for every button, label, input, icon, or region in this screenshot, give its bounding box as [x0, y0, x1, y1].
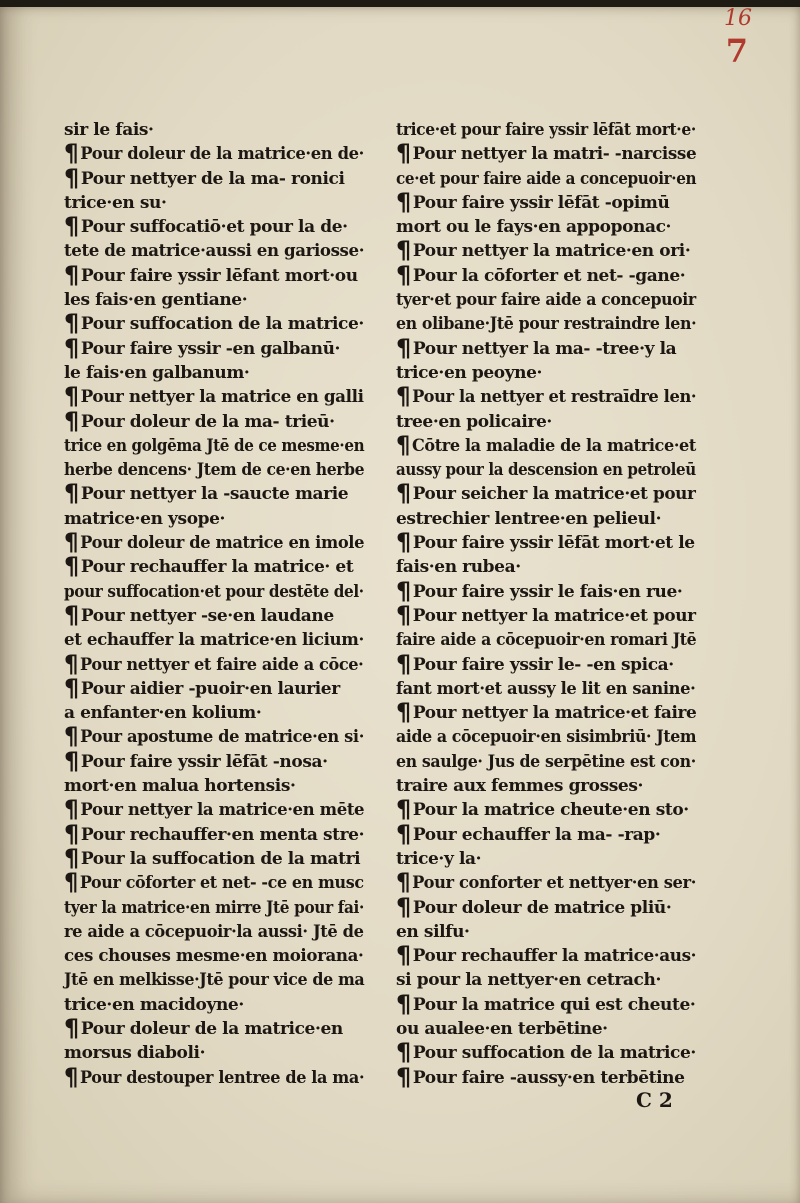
left-column-text-line: ¶ Pour la suffocation de la matri [64, 843, 361, 872]
right-column-text-line: ¶ Pour nettyer la matri- -narcisse [396, 139, 697, 168]
left-column-text-line: ¶ Pour destouper lentree de la ma· [64, 1062, 365, 1091]
left-column-text-line: trice·en macidoyne· [64, 994, 244, 1015]
right-column-text-line: ¶ Cōtre la maladie de la matrice·et [396, 430, 696, 459]
paragraph-mark-icon: ¶ [396, 430, 411, 459]
right-column-text-line: fant mort·et aussy le lit en sanine· [396, 678, 696, 699]
paragraph-mark-icon: ¶ [396, 382, 411, 411]
right-column-text-line: ¶ Pour faire -aussy·en terbētine [396, 1062, 685, 1091]
left-column-text-line: et echauffer la matrice·en licium· [64, 630, 364, 651]
right-column-text-line: aussy pour la descension en petroleū [396, 460, 696, 481]
left-column-text-line: ¶ Pour cōforter et net- -ce en musc [64, 868, 364, 897]
right-column-text-line: ¶ Pour faire yssir lēfāt mort·et le [396, 528, 695, 557]
paragraph-mark-icon: ¶ [396, 139, 411, 168]
paragraph-mark-icon: ¶ [396, 868, 411, 897]
right-column-text-line: ¶ Pour faire yssir lēfāt -opimū [396, 187, 670, 216]
paragraph-mark-icon: ¶ [396, 187, 411, 216]
paragraph-mark-icon: ¶ [64, 746, 79, 775]
left-column-text-line: mort·en malua hortensis· [64, 776, 296, 797]
left-column-text-line: ¶ Pour rechauffer la matrice· et [64, 552, 354, 581]
left-column-text-line: le fais·en galbanum· [64, 362, 250, 383]
left-column-text-line: trice en golgēma Jtē de ce mesme·en [64, 435, 365, 456]
paragraph-mark-icon: ¶ [396, 649, 411, 678]
paragraph-mark-icon: ¶ [396, 941, 411, 970]
paragraph-mark-icon: ¶ [64, 163, 79, 192]
left-column-text-line: morsus diaboli· [64, 1043, 206, 1064]
paragraph-mark-icon: ¶ [64, 260, 79, 289]
left-column-text-line: ces chouses mesme·en moiorana· [64, 946, 364, 967]
paragraph-mark-icon: ¶ [64, 649, 79, 678]
left-column-text-line: ¶ Pour nettyer et faire aide a cōce· [64, 649, 364, 678]
left-column-text-line: a enfanter·en kolium· [64, 703, 262, 724]
right-column-text-line: mort ou le fays·en appoponac· [396, 217, 672, 238]
left-column-text-line: les fais·en gentiane· [64, 290, 248, 311]
right-column-text-line: ¶ Pour la nettyer et restraīdre len· [396, 382, 697, 411]
right-column-text-line: ¶ Pour nettyer la ma- -tree·y la [396, 333, 677, 362]
left-column-text-line: ¶ Pour suffocatiō·et pour la de· [64, 212, 348, 241]
right-column-text-line: ¶ Pour echauffer la ma- -rap· [396, 819, 661, 848]
left-column-text-line: ¶ Pour doleur de la matrice·en [64, 1013, 343, 1042]
paragraph-mark-icon: ¶ [64, 309, 79, 338]
left-column-text-line: ¶ Pour faire yssir -en galbanū· [64, 333, 341, 362]
left-column-text-line: ¶ Pour apostume de matrice·en si· [64, 722, 364, 751]
left-column-text-line: ¶ Pour faire yssir lēfant mort·ou [64, 260, 358, 289]
right-column-text-line: si pour la nettyer·en cetrach· [396, 970, 661, 991]
left-column-text-line: ¶ Pour doleur de la matrice·en de· [64, 139, 364, 168]
right-column-text-line: ou aualee·en terbētine· [396, 1018, 608, 1039]
left-column-text-line: ¶ Pour nettyer -se·en laudane [64, 600, 334, 629]
paragraph-mark-icon: ¶ [64, 212, 79, 241]
paragraph-mark-icon: ¶ [64, 1062, 79, 1091]
left-column-text-line: ¶ Pour doleur de la ma- trieū· [64, 406, 335, 435]
left-column-text-line: ¶ Pour doleur de matrice en imole [64, 528, 365, 557]
right-column-text-line: ce·et pour faire aide a concepuoir·en [396, 168, 697, 189]
right-column-text-line: tree·en policaire· [396, 411, 552, 432]
right-column-text-line: ¶ Pour la cōforter et net- -gane· [396, 260, 686, 289]
right-column-text-line: trice·et pour faire yssir lēfāt mort·e· [396, 120, 696, 140]
paragraph-mark-icon: ¶ [64, 139, 79, 168]
right-column-text-line: traire aux femmes grosses· [396, 776, 644, 797]
left-column-text-line: ¶ Pour nettyer la matrice·en mēte [64, 795, 365, 824]
paragraph-mark-icon: ¶ [64, 722, 79, 751]
right-column-text-line: tyer·et pour faire aide a concepuoir [396, 290, 696, 311]
paragraph-mark-icon: ¶ [64, 382, 79, 411]
printer-signature-mark: C 2 [636, 1088, 673, 1112]
paragraph-mark-icon: ¶ [64, 868, 78, 897]
right-column-text-line: estrechier lentree·en pelieul· [396, 508, 662, 529]
right-column-text-line: ¶ Pour conforter et nettyer·en ser· [396, 868, 697, 897]
paragraph-mark-icon: ¶ [64, 843, 79, 872]
left-column-text-line: ¶ Pour faire yssir lēfāt -nosa· [64, 746, 328, 775]
left-column-text-line: ¶ Pour nettyer de la ma- ronici [64, 163, 345, 192]
paragraph-mark-icon: ¶ [396, 819, 411, 848]
paragraph-mark-icon: ¶ [64, 1013, 79, 1042]
right-column-text-line: en saulge· Jus de serpētine est con· [396, 751, 696, 772]
paragraph-mark-icon: ¶ [64, 528, 79, 557]
right-column-text-line: ¶ Pour la matrice cheute·en sto· [396, 795, 689, 824]
folio-number: 16 [724, 6, 752, 31]
paragraph-mark-icon: ¶ [396, 795, 411, 824]
right-column-text-line: ¶ Pour suffocation de la matrice· [396, 1038, 696, 1067]
paragraph-mark-icon: ¶ [396, 528, 411, 557]
right-column-text-line: ¶ Pour faire yssir le fais·en rue· [396, 576, 683, 605]
paragraph-mark-icon: ¶ [396, 892, 411, 921]
paragraph-mark-icon: ¶ [64, 795, 79, 824]
paragraph-mark-icon: ¶ [396, 1038, 411, 1067]
paragraph-mark-icon: ¶ [64, 819, 79, 848]
right-column-text-line: trice·en peoyne· [396, 362, 543, 383]
left-column-text-line: re aide a cōcepuoir·la aussi· Jtē de [64, 921, 364, 942]
paragraph-mark-icon: ¶ [64, 479, 79, 508]
left-column-text-line: pour suffocation·et pour destēte del· [64, 581, 364, 602]
page-top-edge [0, 0, 800, 7]
right-text-column [396, 118, 696, 1090]
left-column-text-line: Jtē en melkisse·Jtē pour vice de ma [64, 970, 365, 991]
paragraph-mark-icon: ¶ [396, 989, 411, 1018]
right-column-text-line: ¶ Pour nettyer la matrice·en ori· [396, 236, 691, 265]
left-column-text-line: tyer la matrice·en mirre Jtē pour fai· [64, 897, 364, 918]
paragraph-mark-icon: ¶ [396, 333, 411, 362]
left-column-text-line: matrice·en ysope· [64, 508, 226, 529]
left-text-column [64, 118, 364, 1090]
paragraph-mark-icon: ¶ [396, 600, 411, 629]
paragraph-mark-icon: ¶ [396, 236, 411, 265]
right-column-text-line: en olibane·Jtē pour restraindre len· [396, 314, 697, 335]
left-column-text-line: ¶ Pour nettyer la matrice en galli [64, 382, 364, 411]
left-column-text-line: tete de matrice·aussi en gariosse· [64, 241, 365, 262]
paragraph-mark-icon: ¶ [396, 698, 411, 727]
right-column-text-line: ¶ Pour la matrice qui est cheute· [396, 989, 696, 1018]
paragraph-mark-icon: ¶ [396, 1062, 411, 1091]
right-column-text-line: fais·en rubea· [396, 557, 521, 578]
paragraph-mark-icon: ¶ [396, 479, 411, 508]
left-column-text-line: ¶ Pour nettyer la -saucte marie [64, 479, 349, 508]
paragraph-mark-icon: ¶ [64, 333, 79, 362]
paragraph-mark-icon: ¶ [396, 576, 411, 605]
left-column-text-line: ¶ Pour aidier -puoir·en laurier [64, 673, 340, 702]
left-column-text-line: ¶ Pour suffocation de la matrice· [64, 309, 364, 338]
right-column-text-line: faire aide a cōcepuoir·en romari Jtē [396, 630, 697, 651]
paragraph-mark-icon: ¶ [64, 673, 79, 702]
left-column-text-line: herbe dencens· Jtem de ce·en herbe [64, 460, 365, 481]
left-column-text-line: trice·en su· [64, 192, 167, 213]
left-column-text-line: sir le fais· [64, 120, 154, 140]
right-column-text-line: trice·y la· [396, 848, 482, 869]
right-column-text-line: aide a cōcepuoir·en sisimbriū· Jtem [396, 727, 697, 748]
paragraph-mark-icon: ¶ [64, 600, 79, 629]
right-column-text-line: ¶ Pour doleur de matrice pliū· [396, 892, 672, 921]
paragraph-mark-icon: ¶ [64, 406, 79, 435]
paragraph-mark-icon: ¶ [396, 260, 411, 289]
right-column-text-line: en silfu· [396, 921, 470, 942]
paragraph-mark-icon: ¶ [64, 552, 79, 581]
right-column-text-line: ¶ Pour rechauffer la matrice·aus· [396, 941, 697, 970]
right-column-text-line: ¶ Pour faire yssir le- -en spica· [396, 649, 674, 678]
right-column-text-line: ¶ Pour seicher la matrice·et pour [396, 479, 696, 508]
right-column-text-line: ¶ Pour nettyer la matrice·et pour [396, 600, 696, 629]
folio-old-number: 7 [725, 32, 748, 70]
right-column-text-line: ¶ Pour nettyer la matrice·et faire [396, 698, 697, 727]
left-column-text-line: ¶ Pour rechauffer·en menta stre· [64, 819, 365, 848]
